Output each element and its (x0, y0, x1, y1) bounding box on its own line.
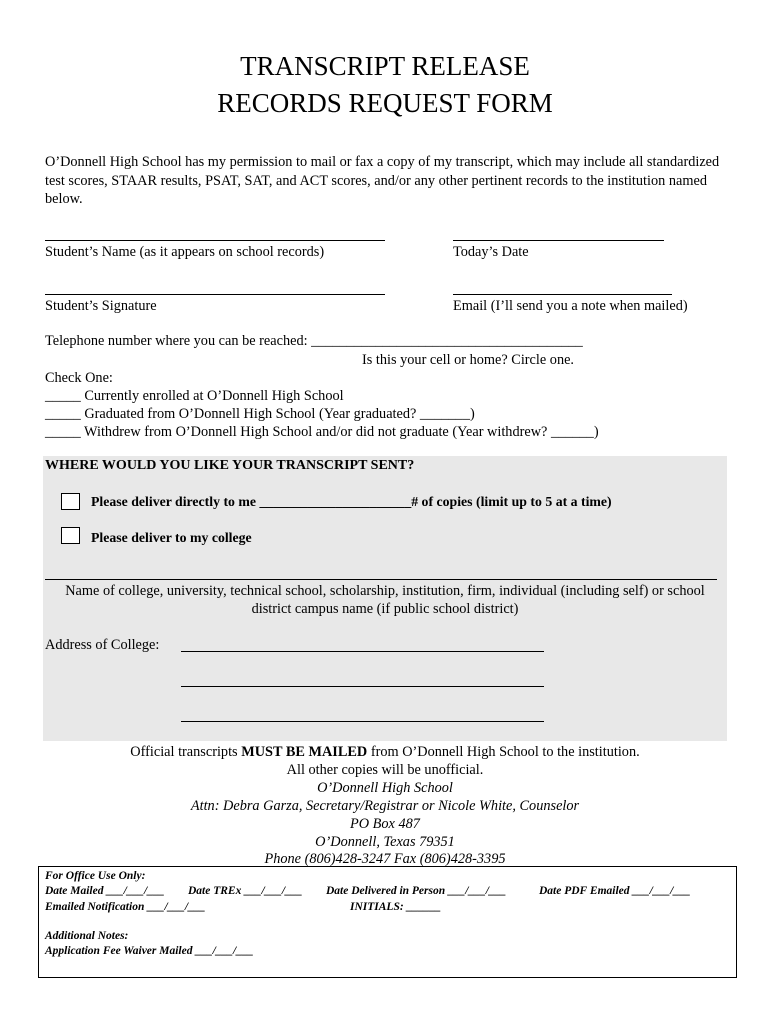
phone-fax: Phone (806)428-3247 Fax (806)428-3395 (264, 851, 506, 867)
deliver-direct-checkbox[interactable] (61, 493, 80, 510)
address-label: Address of College: (45, 637, 160, 653)
mailing-notice-emphasis: MUST BE MAILED (241, 744, 368, 760)
attention-line: Attn: Debra Garza, Secretary/Registrar or Nicole White, Counselor (190, 798, 580, 814)
emailed-notification-field[interactable]: Emailed Notification ___/___/___ (45, 901, 206, 913)
initials-field[interactable]: INITIALS: ______ (350, 901, 442, 913)
enrollment-option-graduated[interactable]: _____ Graduated from O’Donnell High School (Year graduated? _______) (45, 406, 475, 422)
deliver-direct-label: Please deliver directly to me ______________________# of copies (limit up to 5 at a time) (91, 494, 612, 509)
institution-caption-line2: district campus name (if public school district) (251, 601, 519, 617)
email-label: Email (I’ll send you a note when mailed) (453, 298, 688, 314)
date-delivered-field[interactable]: Date Delivered in Person ___/___/___ (326, 885, 507, 897)
permission-paragraph: O’Donnell High School has my permission to mail or fax a copy of my transcript, which may include all standardized test scores, STAAR results, PSAT, SAT, and ACT scores, and/or any other pertinent records to the institution named below. (45, 154, 720, 207)
fee-waiver-field[interactable]: Application Fee Waiver Mailed ___/___/___ (45, 945, 254, 957)
form-title-line2: RECORDS REQUEST FORM (217, 88, 553, 118)
office-use-box (38, 866, 737, 978)
po-box: PO Box 487 (350, 816, 420, 832)
institution-caption-line1: Name of college, university, technical school, scholarship, institution, firm, individual (including self) or school (65, 583, 705, 599)
city-state-zip: O’Donnell, Texas 79351 (315, 834, 455, 850)
institution-name-line[interactable] (45, 579, 717, 580)
deliver-college-checkbox[interactable] (61, 527, 80, 544)
school-name: O’Donnell High School (317, 780, 453, 796)
todays-date-label: Today’s Date (453, 244, 529, 260)
delivery-heading: WHERE WOULD YOU LIKE YOUR TRANSCRIPT SENT? (45, 458, 415, 473)
form-title-line1: TRANSCRIPT RELEASE (240, 51, 530, 81)
student-name-line[interactable] (45, 240, 385, 241)
address-line-2[interactable] (181, 686, 544, 687)
mailing-notice-suffix: from O’Donnell High School to the institution. (367, 744, 640, 760)
email-line[interactable] (453, 294, 672, 295)
date-pdf-emailed-field[interactable]: Date PDF Emailed ___/___/___ (539, 885, 691, 897)
student-name-label: Student’s Name (as it appears on school records) (45, 244, 325, 260)
date-mailed-field[interactable]: Date Mailed ___/___/___ (45, 885, 165, 897)
enrollment-option-current[interactable]: _____ Currently enrolled at O’Donnell High School (45, 388, 344, 404)
signature-line[interactable] (45, 294, 385, 295)
additional-notes-label: Additional Notes: (45, 930, 129, 942)
enrollment-option-withdrew[interactable]: _____ Withdrew from O’Donnell High School and/or did not graduate (Year withdrew? ______) (45, 424, 599, 440)
telephone-field[interactable]: Telephone number where you can be reached: ______________________________________ (45, 333, 583, 349)
signature-label: Student’s Signature (45, 298, 157, 314)
cell-or-home-note: Is this your cell or home? Circle one. (362, 352, 575, 368)
address-line-1[interactable] (181, 651, 544, 652)
address-line-3[interactable] (181, 721, 544, 722)
check-one-heading: Check One: (45, 370, 113, 386)
mailing-notice-prefix: Official transcripts (130, 744, 242, 760)
todays-date-line[interactable] (453, 240, 664, 241)
mailing-notice (0, 744, 770, 761)
deliver-college-label: Please deliver to my college (91, 530, 252, 545)
date-trex-field[interactable]: Date TREx ___/___/___ (188, 885, 303, 897)
office-use-heading: For Office Use Only: (45, 870, 146, 882)
unofficial-copies-note: All other copies will be unofficial. (286, 762, 484, 778)
